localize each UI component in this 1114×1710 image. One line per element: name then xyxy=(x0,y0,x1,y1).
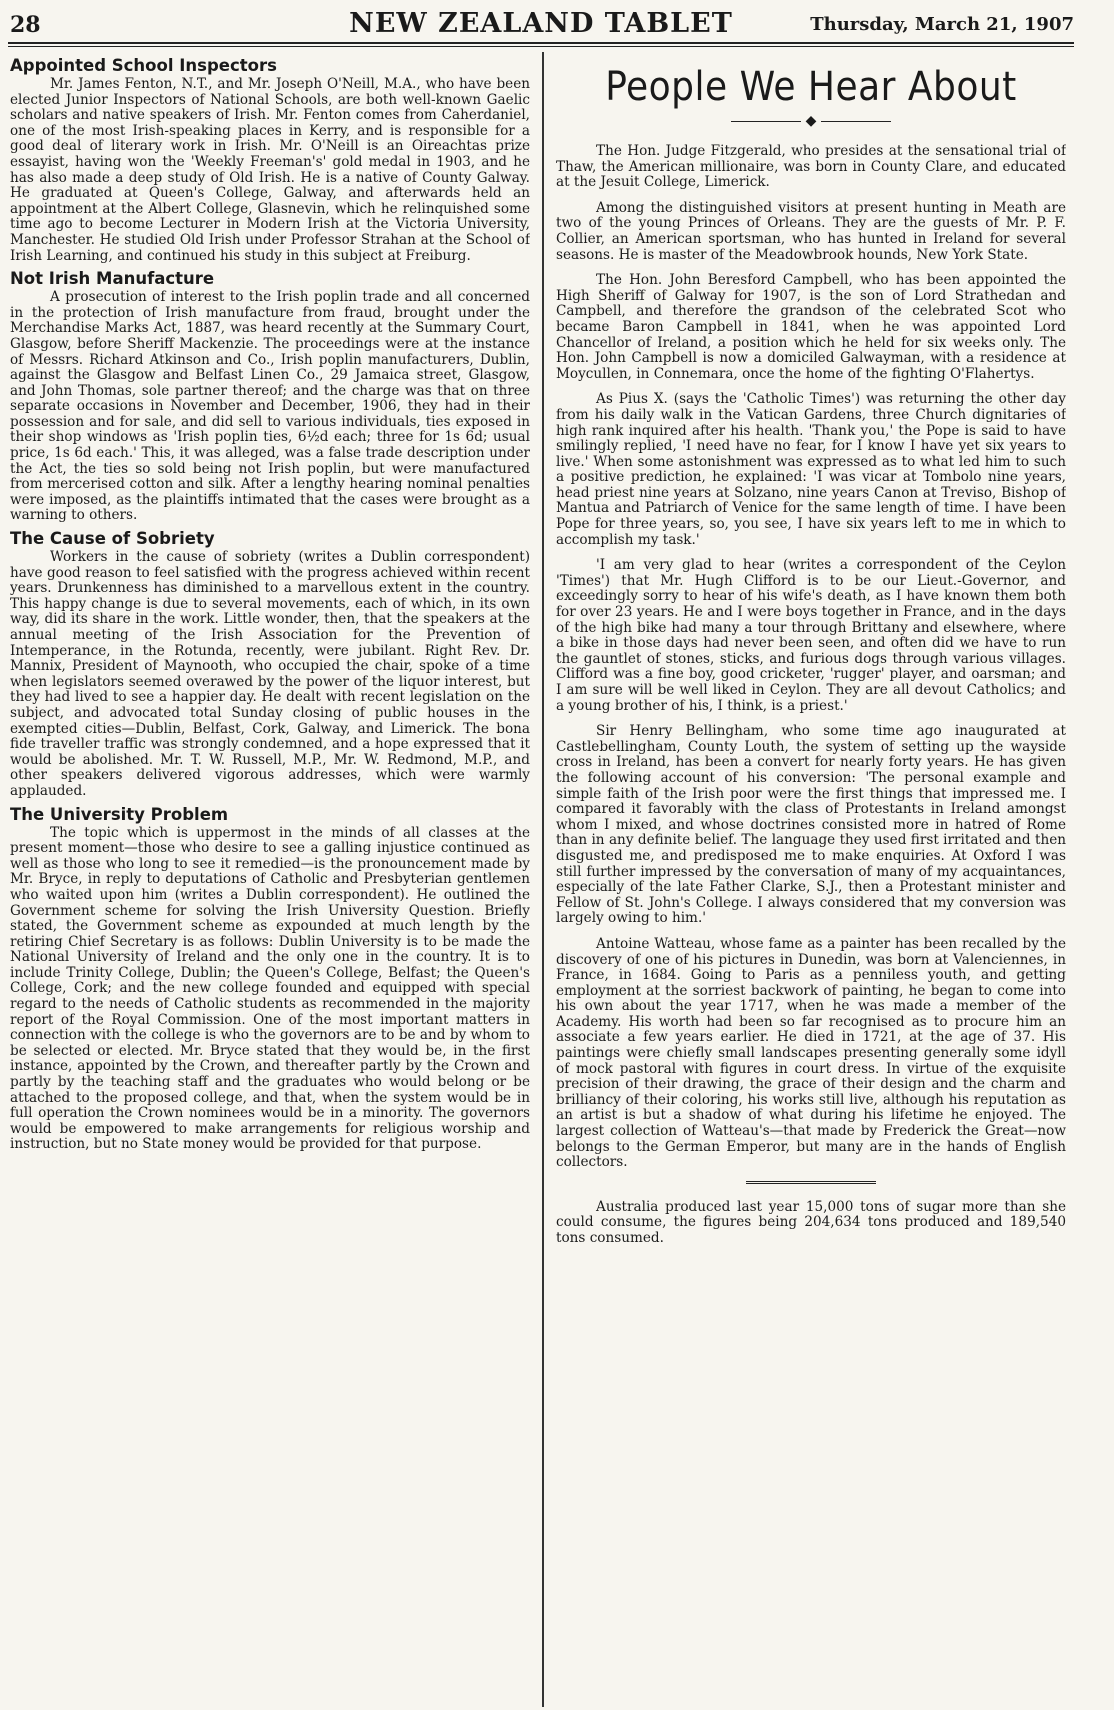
article-paragraph: A prosecution of interest to the Irish poplin trade and all concerned in the protection of Irish manufacture from fraud, brought under the Merchandise Marks Act, 1887, was heard recently at the Summary Court, Glasgow, before Sheriff Mackenzie. The proceedings were at the instance of Messrs. Richard Atkinson and Co., Irish poplin manufacturers, Dublin, against the Glasgow and Belfast Linen Co., 29 Jamaica street, Glasgow, and John Thomas, sole partner thereof; and the charge was that on three separate occasions in November and December, 1906, they had in their possession and for sale, and did sell to various individuals, ties exposed in their shop windows as 'Irish poplin ties, 6½d each; three for 1s 6d; usual price, 1s 6d each.' This, it was alleged, was a false trade description under the Act, the ties so sold being not Irish poplin, but were manufactured from mercerised cotton and silk. After a lengthy hearing nominal penalties were imposed, as the plaintiffs intimated that the cases were brought as a warning to others. xyxy=(10,289,530,524)
article-cause-of-sobriety xyxy=(10,529,530,800)
title-ornament xyxy=(556,114,1066,128)
article-heading: The Cause of Sobriety xyxy=(10,529,215,549)
section-end-rule xyxy=(746,1181,876,1184)
article-heading: Not Irish Manufacture xyxy=(10,269,215,289)
article-university-problem xyxy=(10,805,530,1153)
right-column xyxy=(556,56,1066,1704)
article-paragraph: Mr. James Fenton, N.T., and Mr. Joseph O'Neill, M.A., who have been elected Junior Inspectors of National Schools, are both well-known Gaelic scholars and native speakers of Irish. Mr. Fenton comes from Caherdaniel, one of the most Irish-speaking places in Kerry, and is responsible for a good deal of literary work in Irish. Mr. O'Neill is an Oireachtas prize essayist, having won the 'Weekly Freeman's' gold medal in 1903, and he has also made a deep study of Old Irish. He is a native of County Galway. He graduated at Queen's College, Galway, and afterwards held an appointment at the Albert College, Glasnevin, which he relinquished some time ago to become Lecturer in Modern Irish at the Victoria University, Manchester. He studied Old Irish under Professor Strahan at the School of Irish Learning, and continued his study in this subject at Freiburg. xyxy=(10,76,530,264)
article-paragraph: Workers in the cause of sobriety (writes a Dublin correspondent) have good reason to feel satisfied with the progress achieved within recent years. Drunkenness has diminished to a marvellous extent in the country. This happy change is due to several movements, each of which, in its own way, did its share in the work. Little wonder, then, that the speakers at the annual meeting of the Irish Association for the Prevention of Intemperance, in the Rotunda, recently, were jubilant. Right Rev. Dr. Mannix, President of Maynooth, who occupied the chair, spoke of a time when legislators seemed overawed by the power of the liquor interest, but they had lived to see a happier day. He dealt with recent legislation on the subject, and advocated total Sunday closing of public houses in the exempted cities—Dublin, Belfast, Cork, Galway, and Limerick. The bona fide traveller traffic was strongly condemned, and a hope expressed that it would be abolished. Mr. T. W. Russell, M.P., Mr. W. Redmond, M.P., and other speakers delivered vigorous addresses, which were warmly applauded. xyxy=(10,549,530,799)
news-item: Antoine Watteau, whose fame as a painter has been recalled by the discovery of one of his pictures in Dunedin, was born at Valenciennes, in France, in 1684. Going to Paris as a penniless youth, and getting employment at the sorriest backwork of painting, he began to come into his own about the year 1717, when he was made a member of the Academy. His worth had been so far recognised as to procure him an associate a few years earlier. He died in 1721, at the age of 37. His paintings were chiefly small landscapes presenting generally some idyll of mock pastoral with figures in court dress. In virtue of the exquisite precision of their drawing, the grace of their design and the charm and brilliancy of their coloring, his works still live, although his reputation as an artist is but a shadow of what during his lifetime he enjoyed. The largest collection of Watteau's—that made by Frederick the Great—now belongs to the German Emperor, but many are in the hands of English collectors. xyxy=(556,935,1066,1171)
masthead xyxy=(8,6,1074,44)
column-divider xyxy=(542,52,544,1707)
left-column xyxy=(10,56,530,1704)
news-item: The Hon. Judge Fitzgerald, who presides at the sensational trial of Thaw, the American millionaire, was born in County Clare, and educated at the Jesuit College, Limerick. xyxy=(556,143,1066,191)
news-item: 'I am very glad to hear (writes a correspondent of the Ceylon 'Times') that Mr. Hugh Clifford is to be our Lieut.-Governor, and exceedingly sorry to hear of his wife's death, as I have known them both for over 23 years. He and I were boys together in France, and in the days of the high bike had many a tour through Brittany and elsewhere, where a bike in those days had never been seen, and often did we have to run the gauntlet of stones, sticks, and furious dogs through various villages. Clifford was a fine boy, good cricketer, 'rugger' player, and oarsman; and I am sure will be well liked in Ceylon. They are all devout Catholics; and a young brother of his, I think, is a priest.' xyxy=(556,557,1066,714)
diamond-icon: ◆ xyxy=(805,113,817,129)
article-school-inspectors xyxy=(10,56,530,264)
article-paragraph: The topic which is uppermost in the minds of all classes at the present moment—those who desire to see a galling injustice continued as well as those who long to see it remedied—is the pronouncement made by Mr. Bryce, in reply to deputations of Catholic and Presbyterian gentlemen who waited upon him (writes a Dublin correspondent). He outlined the Government scheme for solving the Irish University Question. Briefly stated, the Government scheme as expounded at much length by the retiring Chief Secretary is as follows: Dublin University is to be made the National University of Ireland and the only one in the country. It is to include Trinity College, Dublin; the Queen's College, Belfast; the Queen's College, Cork; and the new college founded and equipped with special regard to the needs of Catholic students as recommended in the majority report of the Royal Commission. One of the most important matters in connection with the college is who the governors are to be and by whom to be selected or elected. Mr. Bryce stated that they would be, in the first instance, appointed by the Crown, and thereafter partly by the Crown and partly by the teaching staff and the graduates who would belong or be attached to the proposed college, and that, when the system would be in full operation the Crown nominees would be in a minority. The governors would be empowered to make arrangements for religious worship and instruction, but no State money would be provided for that purpose. xyxy=(10,824,530,1153)
paper-title: NEW ZEALAND TABLET xyxy=(349,8,733,39)
news-item: As Pius X. (says the 'Catholic Times') was returning the other day from his daily walk in the Vatican Gardens, three Church dignitaries of high rank inquired after his health. 'Thank you,' the Pope is said to have smilingly replied, 'I need have no fear, for I know I have yet six years to live.' When some astonishment was expressed as to what led him to such a positive prediction, he explained: 'I was vicar at Tombolo nine years, head priest nine years at Solzano, nine years Canon at Treviso, Bishop of Mantua and Patriarch of Venice for the same length of time. I have been Pope for three years, so, you see, I have six years left to me in which to accomplish my task.' xyxy=(556,391,1066,548)
article-not-irish-manufacture xyxy=(10,269,530,524)
section-title: People We Hear About xyxy=(605,64,1017,110)
news-item-sugar: Australia produced last year 15,000 tons of sugar more than she could consume, the figures being 204,634 tons produced and 189,540 tons consumed. xyxy=(556,1198,1066,1246)
news-item: Among the distinguished visitors at present hunting in Meath are two of the young Princes of Orleans. They are the guests of Mr. P. F. Collier, an American sportsman, who has hunted in Ireland for several seasons. He is master of the Meadowbrook hounds, New York State. xyxy=(556,199,1066,263)
issue-date: Thursday, March 21, 1907 xyxy=(810,14,1074,35)
news-item: Sir Henry Bellingham, who some time ago inaugurated at Castlebellingham, County Louth, the system of setting up the wayside cross in Ireland, has been a convert for nearly forty years. He has given the following account of his conversion: 'The personal example and simple faith of the Irish poor were the first things that impressed me. I compared it favorably with the class of Protestants in Ireland amongst whom I mixed, and whose doctrines consisted more in hatred of Rome than in any definite belief. The language they used first irritated and then disgusted me, and predisposed me to make enquiries. At Oxford I was still further impressed by the conversation of many of my acquaintances, especially of the late Father Clarke, S.J., then a Protestant minister and Fellow of St. John's College. I always considered that my conversion was largely owing to him.' xyxy=(556,723,1066,927)
article-heading: Appointed School Inspectors xyxy=(10,56,277,75)
news-item: The Hon. John Beresford Campbell, who has been appointed the High Sheriff of Galway for 1907, is the son of Lord Strathedan and Campbell, and therefore the grandson of the celebrated Scot who became Baron Campbell in 1841, when he was appointed Lord Chancellor of Ireland, a position which he held for six weeks only. The Hon. John Campbell is now a domiciled Galwayman, with a residence at Moycullen, in Connemara, once the home of the fighting O'Flahertys. xyxy=(556,272,1066,382)
article-heading: The University Problem xyxy=(10,804,229,824)
page-number: 28 xyxy=(10,12,41,38)
